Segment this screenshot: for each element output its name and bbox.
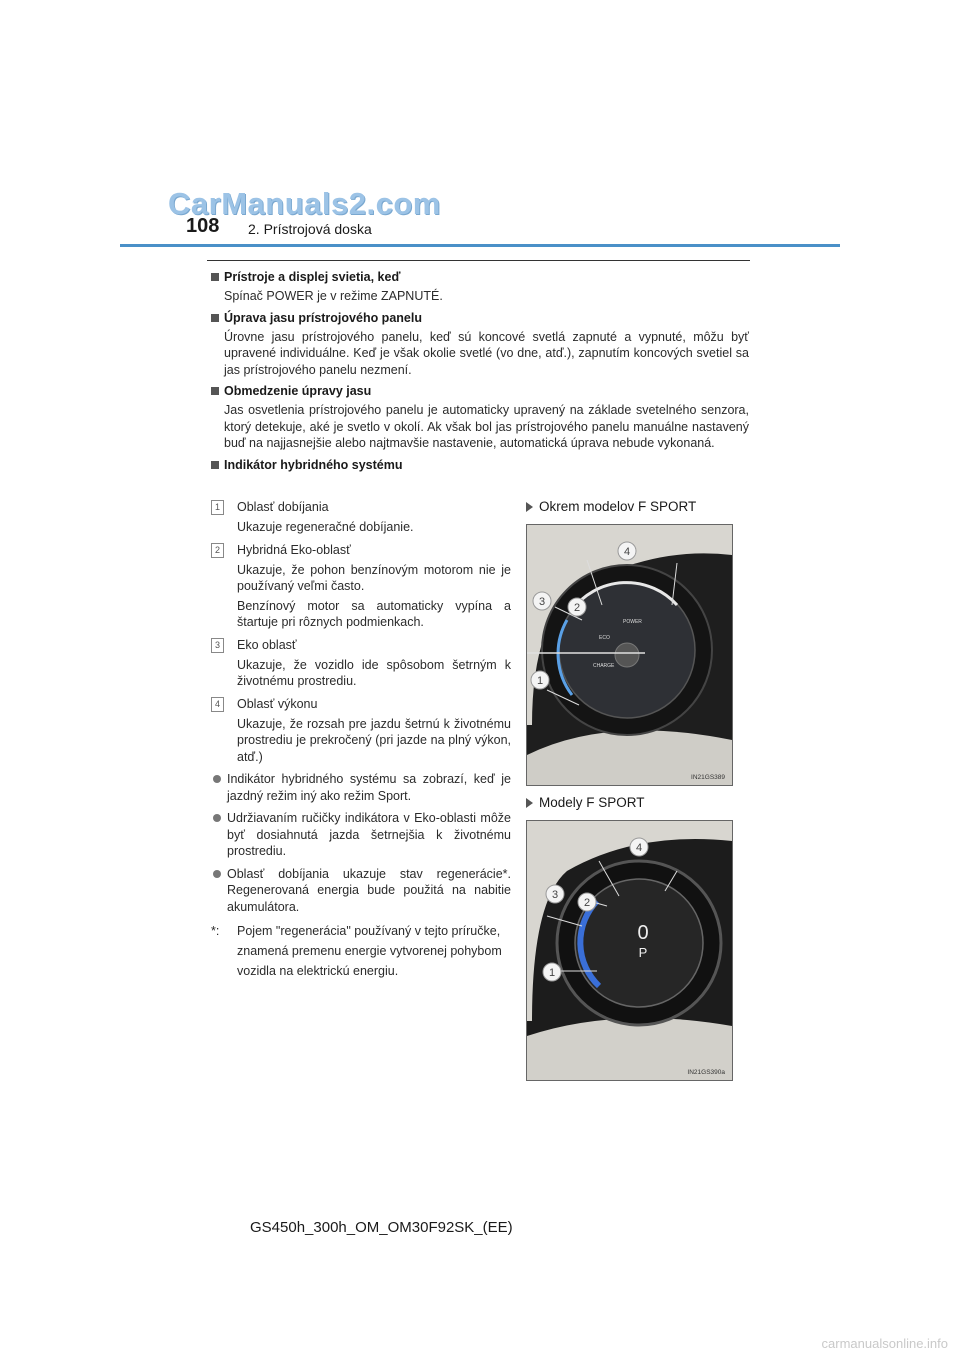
topic-body: Spínač POWER je v režime ZAPNUTÉ. [224,289,443,303]
section-rule [207,260,750,261]
definition-item [211,542,511,631]
speed-value: 0 [637,922,649,944]
callout-1: 1 [548,967,556,979]
dial-label-charge: CHARGE [593,663,615,669]
topics-section [211,270,749,476]
footnote-mark: *: [211,924,220,938]
callout-2: 2 [573,602,581,614]
topic [211,458,749,472]
number-box: 3 [211,638,224,653]
topic-heading: Obmedzenie úpravy jasu [224,384,372,398]
chapter-title: 2. Prístrojová doska [248,221,372,237]
gear-indicator: P [638,945,648,960]
definition-title: Eko oblasť [237,637,297,652]
definition-desc: Ukazuje, že pohon benzínovým motorom nie je používaný veľmi často. [237,562,511,593]
figure-gauge-fsport [526,820,733,1081]
topic-heading: Úprava jasu prístrojového panelu [224,310,422,325]
figure-code: IN21GS390a [687,1069,725,1076]
figure-code: IN21GS389 [691,774,725,781]
number-box: 1 [211,500,224,515]
figure-caption: Okrem modelov F SPORT [526,499,696,514]
definition-title: Oblasť dobíjania [237,500,329,514]
bullet-item: Udržiavaním ručičky indikátora v Eko-oblasti môže byť dosiahnutá jazda šetrnejšia k životnému prostrediu. [211,810,511,860]
definition-item [211,499,511,536]
definition-desc: Benzínový motor sa automaticky vypína a štartuje pri rôznych podmienkach. [237,598,511,629]
round-bullet-icon [213,814,221,822]
topic-body: Úrovne jasu prístrojového panelu, keď sú koncové svetlá zapnuté a vypnuté, môžu byť upravené individuálne. Keď je však okolie svetlé (vo dne, atď.), zapnutím koncových svetiel sa jas prístrojového panelu nezmení. [224,329,749,377]
dial-label-power: POWER [623,619,642,625]
definition-title: Oblasť výkonu [237,696,318,711]
page-number: 108 [186,215,220,237]
indicator-description [211,499,511,981]
callout-4: 4 [623,546,631,558]
topic-heading: Prístroje a displej svietia, keď [224,270,401,284]
round-bullet-icon [213,870,221,878]
watermark-logo: CarManuals2.com [168,186,441,221]
square-bullet-icon [211,314,219,322]
square-bullet-icon [211,461,219,469]
bullet-item: Oblasť dobíjania ukazuje stav regenerácie*. Regenerovaná energia bude použitá na nabitie akumulátora. [211,866,511,916]
footnote [211,921,511,981]
definition-item [211,637,511,690]
bullet-item: Indikátor hybridného systému sa zobrazí, keď je jazdný režim iný ako režim Sport. [211,771,511,804]
figure-gauge-standard [526,524,733,786]
triangle-bullet-icon [526,798,533,808]
round-bullet-icon [213,775,221,783]
footnote-text: Pojem "regenerácia" používaný v tejto príručke, znamená premenu energie vytvorenej pohybom vozidla na elektrickú energiu. [237,924,502,978]
definition-desc: Ukazuje, že vozidlo ide spôsobom šetrným k životnému prostrediu. [237,657,511,688]
number-box: 2 [211,543,224,558]
definition-desc: Ukazuje regeneračné dobíjanie. [237,520,414,534]
definition-title: Hybridná Eko-oblasť [237,542,351,557]
dial-label-eco: ECO [599,635,610,641]
callout-3: 3 [538,596,546,608]
topic [211,270,749,305]
callout-3: 3 [551,889,559,901]
definition-item [211,696,511,766]
definition-desc: Ukazuje, že rozsah pre jazdu šetrnú k životnému prostrediu je prekročený (pri jazde na plný výkon, atď.) [237,716,511,764]
header-rule [120,244,840,247]
callout-1: 1 [536,675,544,687]
triangle-bullet-icon [526,502,533,512]
square-bullet-icon [211,273,219,281]
model-code: GS450h_300h_OM_OM30F92SK_(EE) [250,1219,513,1236]
topic-body: Jas osvetlenia prístrojového panelu je automaticky upravený na základe svetelného senzora, ktorý detekuje, aké je svetlo v okolí. Ak však bol jas prístrojového panelu manuálne nastavený buď na najjasnejšie alebo najtmavšie nastavenie, automatická úprava nebude vykonaná. [224,403,749,450]
square-bullet-icon [211,387,219,395]
watermark-bottom: carmanualsonline.info [821,1336,948,1351]
topic [211,311,749,379]
callout-2: 2 [583,897,591,909]
figure-caption: Modely F SPORT [526,795,645,810]
number-box: 4 [211,697,224,712]
callout-4: 4 [635,842,643,854]
topic-heading: Indikátor hybridného systému [224,457,403,472]
topic [211,384,749,452]
